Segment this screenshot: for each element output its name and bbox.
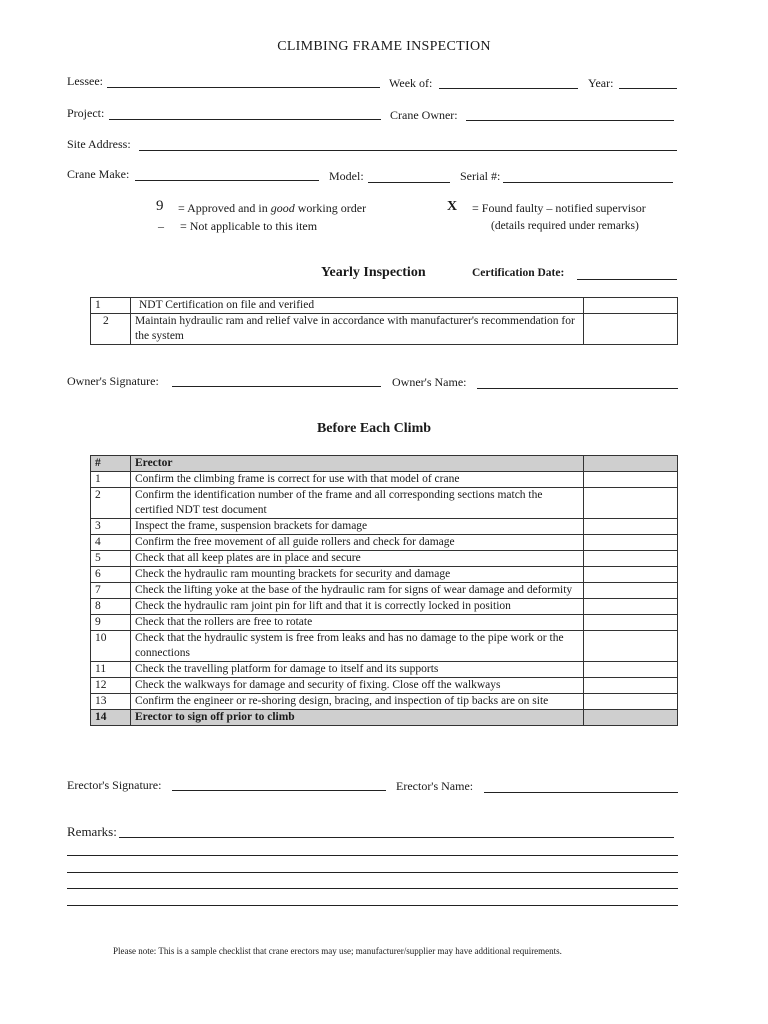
climb-heading: Before Each Climb bbox=[316, 421, 432, 436]
footnote: Please note: This is a sample checklist that crane erectors may use; manufacturer/supplier may have additional requirements. bbox=[113, 946, 562, 956]
row-number: 12 bbox=[91, 678, 131, 694]
check-cell[interactable] bbox=[584, 519, 678, 535]
check-cell[interactable] bbox=[584, 298, 678, 314]
erector-signature-label: Erector's Signature: bbox=[67, 778, 162, 792]
yearly-heading: Yearly Inspection bbox=[321, 265, 426, 280]
check-cell[interactable] bbox=[584, 551, 678, 567]
row-text: Check the hydraulic ram mounting brackets for security and damage bbox=[131, 567, 584, 583]
table-row bbox=[91, 567, 678, 583]
row-text: Inspect the frame, suspension brackets for damage bbox=[131, 519, 584, 535]
header-erector: Erector bbox=[131, 456, 584, 472]
approved-legend: = Approved and in good working order bbox=[178, 201, 367, 215]
yearly-table bbox=[90, 297, 678, 345]
week-of-label: Week of: bbox=[389, 76, 433, 90]
check-cell[interactable] bbox=[584, 631, 678, 662]
site-address-field[interactable] bbox=[139, 150, 677, 151]
row-number: 4 bbox=[91, 535, 131, 551]
remarks-line[interactable] bbox=[67, 888, 678, 889]
na-legend: = Not applicable to this item bbox=[180, 219, 318, 233]
check-cell[interactable] bbox=[584, 694, 678, 710]
crane-owner-label: Crane Owner: bbox=[390, 108, 458, 122]
row-text: Check the hydraulic ram joint pin for lift and that it is correctly locked in position bbox=[131, 599, 584, 615]
table-row bbox=[91, 314, 678, 345]
na-symbol: – bbox=[158, 219, 164, 233]
check-cell[interactable] bbox=[584, 567, 678, 583]
check-cell[interactable] bbox=[584, 535, 678, 551]
table-row bbox=[91, 583, 678, 599]
lessee-label: Lessee: bbox=[67, 74, 103, 88]
crane-make-field[interactable] bbox=[135, 180, 319, 181]
row-number: 3 bbox=[91, 519, 131, 535]
table-row bbox=[91, 519, 678, 535]
remarks-line[interactable] bbox=[67, 905, 678, 906]
crane-owner-field[interactable] bbox=[466, 120, 674, 121]
lessee-field[interactable] bbox=[107, 87, 380, 88]
table-final-row bbox=[91, 710, 678, 726]
table-row bbox=[91, 599, 678, 615]
row-text: Confirm the identification number of the frame and all corresponding sections match the certified NDT test document bbox=[131, 488, 584, 519]
check-cell[interactable] bbox=[584, 314, 678, 345]
row-text: Maintain hydraulic ram and relief valve in accordance with manufacturer's recommendation for the system bbox=[131, 314, 584, 345]
serial-field[interactable] bbox=[503, 182, 673, 183]
row-text: Check the lifting yoke at the base of the hydraulic ram for signs of wear damage and deformity bbox=[131, 583, 584, 599]
model-label: Model: bbox=[329, 169, 364, 183]
header-check bbox=[584, 456, 678, 472]
row-text: Check the travelling platform for damage to itself and its supports bbox=[131, 662, 584, 678]
row-text: Check that the rollers are free to rotate bbox=[131, 615, 584, 631]
project-label: Project: bbox=[67, 106, 105, 120]
check-cell[interactable] bbox=[584, 599, 678, 615]
site-address-label: Site Address: bbox=[67, 137, 131, 151]
row-text: Check the walkways for damage and security of fixing. Close off the walkways bbox=[131, 678, 584, 694]
table-row bbox=[91, 488, 678, 519]
row-number: 11 bbox=[91, 662, 131, 678]
row-number: 7 bbox=[91, 583, 131, 599]
table-row bbox=[91, 678, 678, 694]
row-number: 10 bbox=[91, 631, 131, 662]
week-of-field[interactable] bbox=[439, 88, 578, 89]
approved-symbol: 9 bbox=[156, 198, 164, 214]
owner-signature-label: Owner's Signature: bbox=[67, 374, 159, 388]
faulty-symbol: X bbox=[447, 199, 458, 214]
row-text: NDT Certification on file and verified bbox=[131, 298, 584, 314]
model-field[interactable] bbox=[368, 182, 450, 183]
table-row bbox=[91, 615, 678, 631]
row-text: Confirm the free movement of all guide rollers and check for damage bbox=[131, 535, 584, 551]
erector-name-label: Erector's Name: bbox=[396, 779, 474, 793]
cert-date-field[interactable] bbox=[577, 279, 677, 280]
row-number: 2 bbox=[91, 488, 131, 519]
table-row bbox=[91, 298, 678, 314]
remarks-line[interactable] bbox=[67, 855, 678, 856]
check-cell[interactable] bbox=[584, 488, 678, 519]
row-number: 5 bbox=[91, 551, 131, 567]
remarks-line[interactable] bbox=[67, 872, 678, 873]
row-number: 1 bbox=[91, 472, 131, 488]
serial-label: Serial #: bbox=[460, 169, 501, 183]
check-cell[interactable] bbox=[584, 662, 678, 678]
check-cell[interactable] bbox=[584, 678, 678, 694]
row-number: 1 bbox=[91, 298, 131, 314]
cert-date-label: Certification Date: bbox=[472, 267, 565, 279]
remarks-label: Remarks: bbox=[67, 824, 117, 839]
check-cell[interactable] bbox=[584, 615, 678, 631]
row-number: 14 bbox=[91, 710, 131, 726]
row-text: Check that the hydraulic system is free from leaks and has no damage to the pipe work or the connections bbox=[131, 631, 584, 662]
climb-table bbox=[90, 455, 678, 726]
year-field[interactable] bbox=[619, 88, 677, 89]
owner-signature-field[interactable] bbox=[172, 386, 381, 387]
row-number: 8 bbox=[91, 599, 131, 615]
check-cell[interactable] bbox=[584, 583, 678, 599]
row-number: 9 bbox=[91, 615, 131, 631]
table-row bbox=[91, 631, 678, 662]
table-row bbox=[91, 535, 678, 551]
row-number: 6 bbox=[91, 567, 131, 583]
owner-name-field[interactable] bbox=[477, 388, 678, 389]
table-row bbox=[91, 472, 678, 488]
row-number: 2 bbox=[91, 314, 131, 345]
owner-name-label: Owner's Name: bbox=[392, 375, 467, 389]
table-row bbox=[91, 662, 678, 678]
table-header-row bbox=[91, 456, 678, 472]
check-cell[interactable] bbox=[584, 710, 678, 726]
header-number: # bbox=[91, 456, 131, 472]
project-field[interactable] bbox=[109, 119, 381, 120]
row-text: Confirm the engineer or re-shoring design, bracing, and inspection of tip backs are on site bbox=[131, 694, 584, 710]
crane-make-label: Crane Make: bbox=[67, 167, 130, 181]
remarks-line[interactable] bbox=[119, 837, 674, 838]
check-cell[interactable] bbox=[584, 472, 678, 488]
row-text: Erector to sign off prior to climb bbox=[131, 710, 584, 726]
table-row bbox=[91, 551, 678, 567]
row-text: Confirm the climbing frame is correct for use with that model of crane bbox=[131, 472, 584, 488]
erector-name-field[interactable] bbox=[484, 792, 678, 793]
row-number: 13 bbox=[91, 694, 131, 710]
row-text: Check that all keep plates are in place and secure bbox=[131, 551, 584, 567]
page-title: CLIMBING FRAME INSPECTION bbox=[277, 39, 491, 54]
erector-signature-field[interactable] bbox=[172, 790, 386, 791]
table-row bbox=[91, 694, 678, 710]
year-label: Year: bbox=[588, 76, 614, 90]
faulty-legend: = Found faulty – notified supervisor bbox=[472, 201, 646, 215]
faulty-note: (details required under remarks) bbox=[491, 220, 639, 232]
